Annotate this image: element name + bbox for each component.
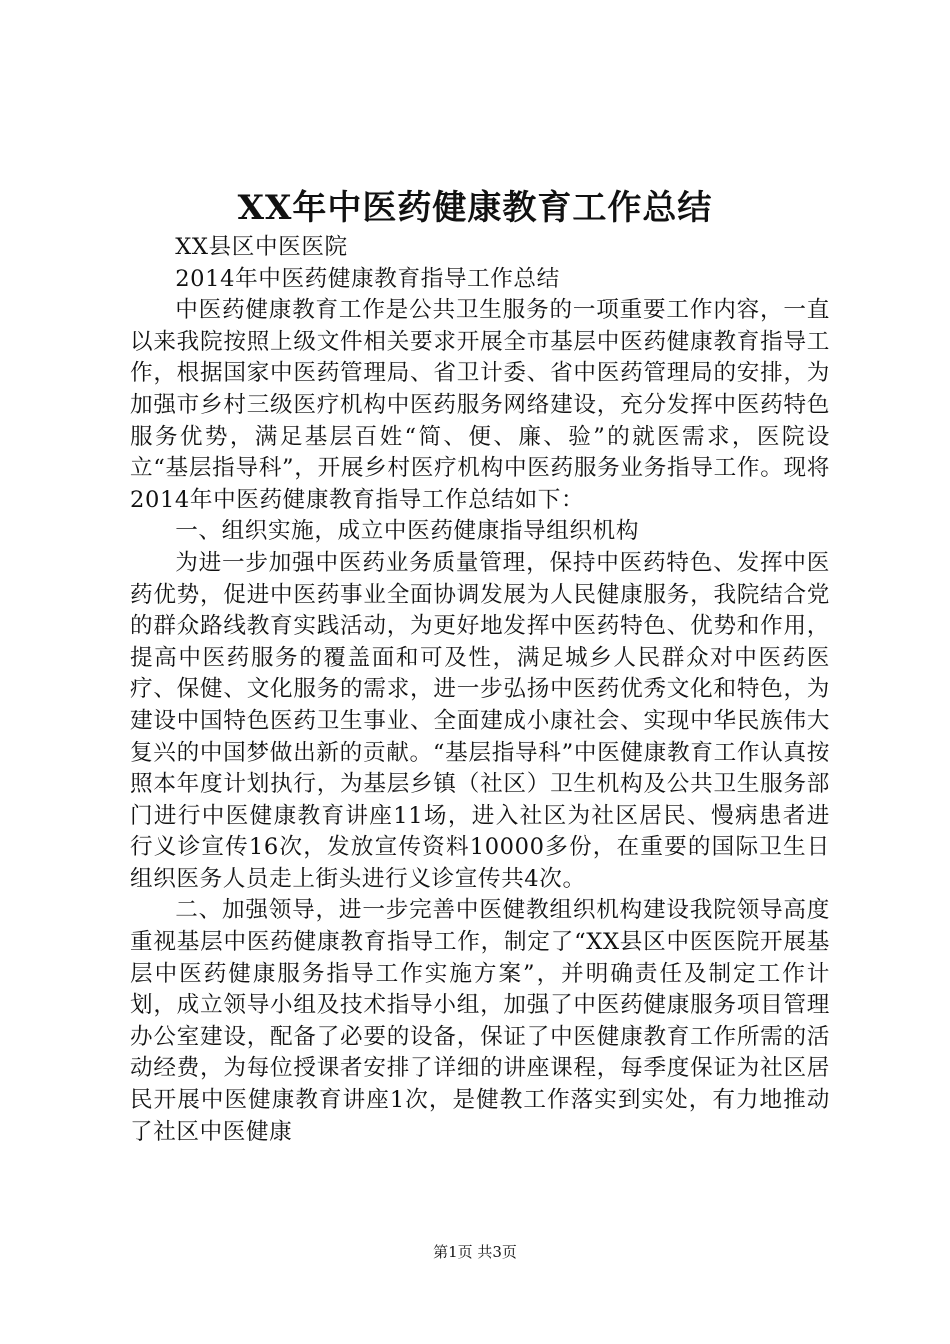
- section-2-paragraph: 二、加强领导，进一步完善中医健教组织机构建设我院领导高度重视基层中医药健康教育指导工作，制定了“XX县区中医医院开展基层中医药健康服务指导工作实施方案”，并明确责任及制定工作计划，成立领导小组及技术指导小组，加强了中医药健康服务项目管理办公室建设，配备了必要的设备，保证了中医健康教育工作所需的活动经费，为每位授课者安排了详细的讲座课程，每季度保证为社区居民开展中医健康教育讲座1次，是健教工作落实到实处，有力地推动了社区中医健康: [130, 897, 830, 1145]
- document-title: XX年中医药健康教育工作总结: [237, 188, 713, 228]
- section-1-paragraph: 为进一步加强中医药业务质量管理，保持中医药特色、发挥中医药优势，促进中医药事业全面协调发展为人民健康服务，我院结合党的群众路线教育实践活动，为更好地发挥中医药特色、优势和作用，提高中医药服务的覆盖面和可及性，满足城乡人民群众对中医药医疗、保健、文化服务的需求，进一步弘扬中医药优秀文化和特色，为建设中国特色医药卫生事业、全面建成小康社会、实现中华民族伟大复兴的中国梦做出新的贡献。“基层指导科”中医健康教育工作认真按照本年度计划执行，为基层乡镇（社区）卫生机构及公共卫生服务部门进行中医健康教育讲座11场，进入社区为社区居民、慢病患者进行义诊宣传16次，发放宣传资料10000多份，在重要的国际卫生日组织医务人员走上街头进行义诊宣传共4次。: [130, 549, 830, 892]
- hospital-name: XX县区中医医院: [175, 234, 348, 260]
- section-heading-1: 一、组织实施，成立中医药健康指导组织机构: [175, 518, 640, 545]
- report-subtitle: 2014年中医药健康教育指导工作总结: [175, 265, 560, 292]
- intro-paragraph: 中医药健康教育工作是公共卫生服务的一项重要工作内容，一直以来我院按照上级文件相关要求开展全市基层中医药健康教育指导工作，根据国家中医药管理局、省卫计委、省中医药管理局的安排，为加强市乡村三级医疗机构中医药服务网络建设，充分发挥中医药特色服务优势，满足基层百姓“简、便、廉、验”的就医需求，医院设立“基层指导科”，开展乡村医疗机构中医药服务业务指导工作。现将2014年中医药健康教育指导工作总结如下：: [130, 297, 830, 513]
- page-footer: 第1页 共3页: [433, 1243, 517, 1261]
- document-body: [130, 232, 830, 1148]
